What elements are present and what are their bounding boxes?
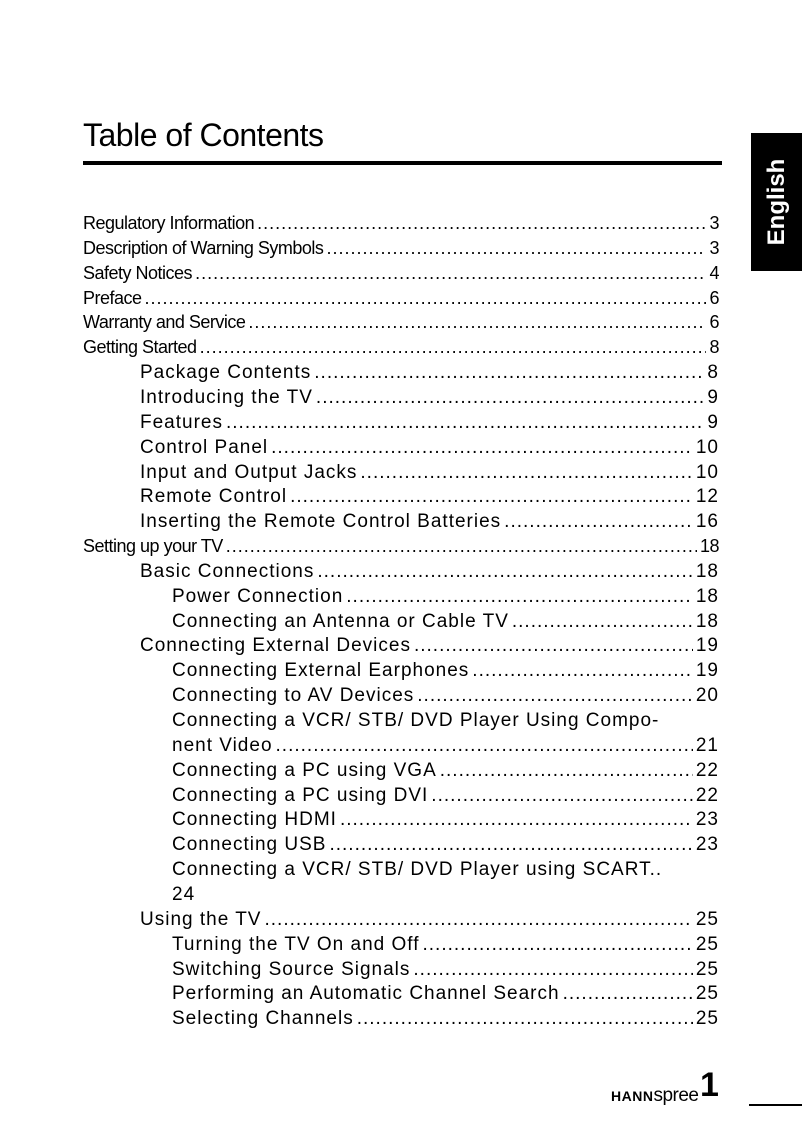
toc-entry-title: Remote Control — [140, 486, 288, 508]
toc-entry-title: Performing an Automatic Channel Search — [172, 983, 560, 1005]
toc-entry[interactable] — [140, 410, 719, 435]
toc-entry-continuation[interactable] — [172, 733, 719, 758]
toc-page-number: 25 — [695, 983, 719, 1005]
toc-entry[interactable] — [172, 957, 719, 982]
toc-leader-dots — [248, 310, 706, 335]
toc-page-number: 18 — [695, 585, 719, 607]
toc-entry-title: Description of Warning Symbols — [83, 237, 324, 258]
toc-entry-title: Power Connection — [172, 585, 344, 607]
language-tab — [751, 133, 802, 271]
brand-logo — [611, 1085, 698, 1107]
toc-entry[interactable] — [172, 1006, 719, 1031]
language-tab-label: English — [762, 158, 790, 246]
toc-entry[interactable] — [172, 932, 719, 957]
toc-entry-title: Using the TV — [140, 908, 262, 930]
toc-entry-title: Introducing the TV — [140, 386, 313, 408]
toc-entry-title: Connecting USB — [172, 834, 327, 856]
toc-entry[interactable] — [140, 385, 719, 410]
toc-entry[interactable] — [172, 584, 719, 609]
toc-page-number: 6 — [709, 312, 719, 333]
toc-entry[interactable] — [172, 857, 719, 882]
toc-entry[interactable] — [83, 211, 719, 236]
toc-entry-title: Connecting a VCR/ STB/ DVD Player Using Compo- — [172, 710, 660, 731]
toc-entry[interactable] — [172, 683, 719, 708]
toc-leader-dots — [195, 261, 706, 286]
toc-entry[interactable] — [140, 907, 719, 932]
toc-page-number: 23 — [695, 834, 719, 856]
toc-entry[interactable] — [83, 534, 719, 559]
toc-leader-dots — [440, 758, 693, 783]
toc-leader-dots — [512, 609, 693, 634]
page-number: 1 — [700, 1066, 719, 1104]
toc-entry-title: Connecting a PC using DVI — [172, 784, 429, 806]
toc-leader-dots — [417, 683, 693, 708]
toc-page-number: 18 — [695, 610, 719, 632]
toc-leader-dots — [340, 807, 693, 832]
toc-page-number: 19 — [695, 660, 719, 682]
toc-leader-dots — [200, 335, 707, 360]
footer-divider — [749, 1104, 802, 1106]
toc-entry[interactable] — [172, 783, 719, 808]
toc-leader-dots — [257, 211, 706, 236]
toc-entry-title: Package Contents — [140, 362, 312, 384]
toc-entry[interactable] — [172, 758, 719, 783]
toc-page-number: 12 — [695, 486, 719, 508]
toc-entry[interactable] — [172, 708, 719, 733]
toc-page-number: 18 — [699, 536, 719, 557]
toc-entry[interactable] — [140, 509, 719, 534]
toc-leader-dots — [329, 832, 692, 857]
toc-entry-title: Input and Output Jacks — [140, 461, 358, 483]
toc-entry[interactable] — [83, 236, 719, 261]
brand-logo-light: spree — [653, 1085, 699, 1106]
toc-page-number: 8 — [709, 337, 719, 358]
toc-page-number: 18 — [695, 560, 719, 582]
toc-leader-dots — [414, 633, 693, 658]
toc-page-number: 16 — [695, 511, 719, 533]
toc-page-number: 9 — [707, 386, 719, 408]
toc-leader-dots — [316, 385, 705, 410]
toc-leader-dots — [346, 584, 693, 609]
toc-entry[interactable] — [83, 335, 719, 360]
toc-entry[interactable] — [140, 435, 719, 460]
toc-entry[interactable] — [83, 261, 719, 286]
toc-page-number: 8 — [707, 362, 719, 384]
toc-page-number: 6 — [709, 287, 719, 308]
toc-page-number: 25 — [695, 908, 719, 930]
toc-page-number: 3 — [709, 213, 719, 233]
toc-entry[interactable] — [140, 484, 719, 509]
toc-page-number: 25 — [695, 1008, 719, 1030]
toc-page-number: 22 — [695, 759, 719, 781]
toc-entry-title: Switching Source Signals — [172, 958, 411, 980]
toc-entry-continuation[interactable] — [172, 882, 719, 907]
toc-entry-title: Connecting a VCR/ STB/ DVD Player using SCART.. — [172, 859, 663, 881]
toc-entry-title: Connecting HDMI — [172, 809, 337, 831]
toc-page-number: 22 — [695, 784, 719, 806]
toc-entry[interactable] — [140, 559, 719, 584]
toc-leader-dots — [271, 435, 693, 460]
toc-page-number: 4 — [709, 262, 719, 283]
toc-entry-title: Warranty and Service — [83, 312, 246, 333]
toc-leader-dots — [326, 236, 706, 261]
toc-entry-title: Setting up your TV — [83, 536, 223, 557]
toc-page-number: 20 — [695, 685, 719, 707]
toc-page-number: 19 — [695, 635, 719, 657]
toc-entry-title: Connecting an Antenna or Cable TV — [172, 610, 509, 632]
toc-page-number: 25 — [695, 958, 719, 980]
toc-leader-dots — [317, 559, 692, 584]
page-title: Table of Contents — [83, 117, 324, 153]
toc-entry[interactable] — [172, 981, 719, 1006]
toc-entry[interactable] — [140, 360, 719, 385]
toc-page-number: 10 — [695, 461, 719, 483]
toc-entry[interactable] — [172, 609, 719, 634]
toc-page-number: 3 — [709, 237, 719, 258]
brand-logo-strong: HANN — [611, 1088, 654, 1104]
toc-entry-title: Connecting to AV Devices — [172, 685, 415, 707]
toc-entry-title: Connecting External Earphones — [172, 660, 470, 682]
toc-leader-dots — [226, 410, 704, 435]
toc-leader-dots — [431, 783, 693, 808]
toc-entry[interactable] — [172, 658, 719, 683]
toc-leader-dots — [145, 286, 707, 311]
toc-entry[interactable] — [172, 832, 719, 857]
toc-leader-dots — [314, 360, 704, 385]
toc-entry-title: Connecting External Devices — [140, 635, 411, 657]
toc-leader-dots — [290, 484, 693, 509]
toc-leader-dots — [472, 658, 693, 683]
toc-page-number: 21 — [695, 734, 719, 756]
toc-entry-title: Features — [140, 411, 223, 433]
toc-entry-title-continued: nent Video — [172, 734, 273, 756]
toc-entry-title: Control Panel — [140, 436, 269, 458]
toc-leader-dots — [563, 981, 693, 1006]
toc-leader-dots — [413, 957, 692, 982]
toc-page-number: 9 — [707, 411, 719, 433]
toc-page-number: 23 — [695, 809, 719, 831]
title-divider — [83, 161, 722, 165]
toc-entry[interactable] — [83, 310, 719, 335]
toc-entry-title: Preface — [83, 287, 142, 308]
toc-entry-title: Safety Notices — [83, 262, 193, 283]
toc-leader-dots — [264, 907, 692, 932]
toc-entry[interactable] — [83, 286, 719, 311]
toc-leader-dots — [226, 534, 697, 559]
toc-page-number: 25 — [695, 933, 719, 955]
toc-entry-title: Connecting a PC using VGA — [172, 759, 437, 781]
toc-entry-title: Basic Connections — [140, 560, 315, 582]
toc-leader-dots — [360, 460, 692, 485]
toc-entry[interactable] — [140, 633, 719, 658]
toc-entry-title: Getting Started — [83, 337, 197, 358]
toc-entry-title-continued: 24 — [172, 883, 196, 905]
toc-entry[interactable] — [172, 807, 719, 832]
toc-page-number: 10 — [695, 436, 719, 458]
toc-leader-dots — [276, 733, 693, 758]
toc-entry-title: Regulatory Information — [83, 213, 255, 233]
toc-entry-title: Selecting Channels — [172, 1008, 354, 1030]
toc-leader-dots — [423, 932, 693, 957]
toc-leader-dots — [504, 509, 693, 534]
toc-entry[interactable] — [140, 460, 719, 485]
toc-entry-title: Inserting the Remote Control Batteries — [140, 511, 502, 533]
toc-leader-dots — [357, 1006, 693, 1031]
toc-entry-title: Turning the TV On and Off — [172, 933, 420, 955]
